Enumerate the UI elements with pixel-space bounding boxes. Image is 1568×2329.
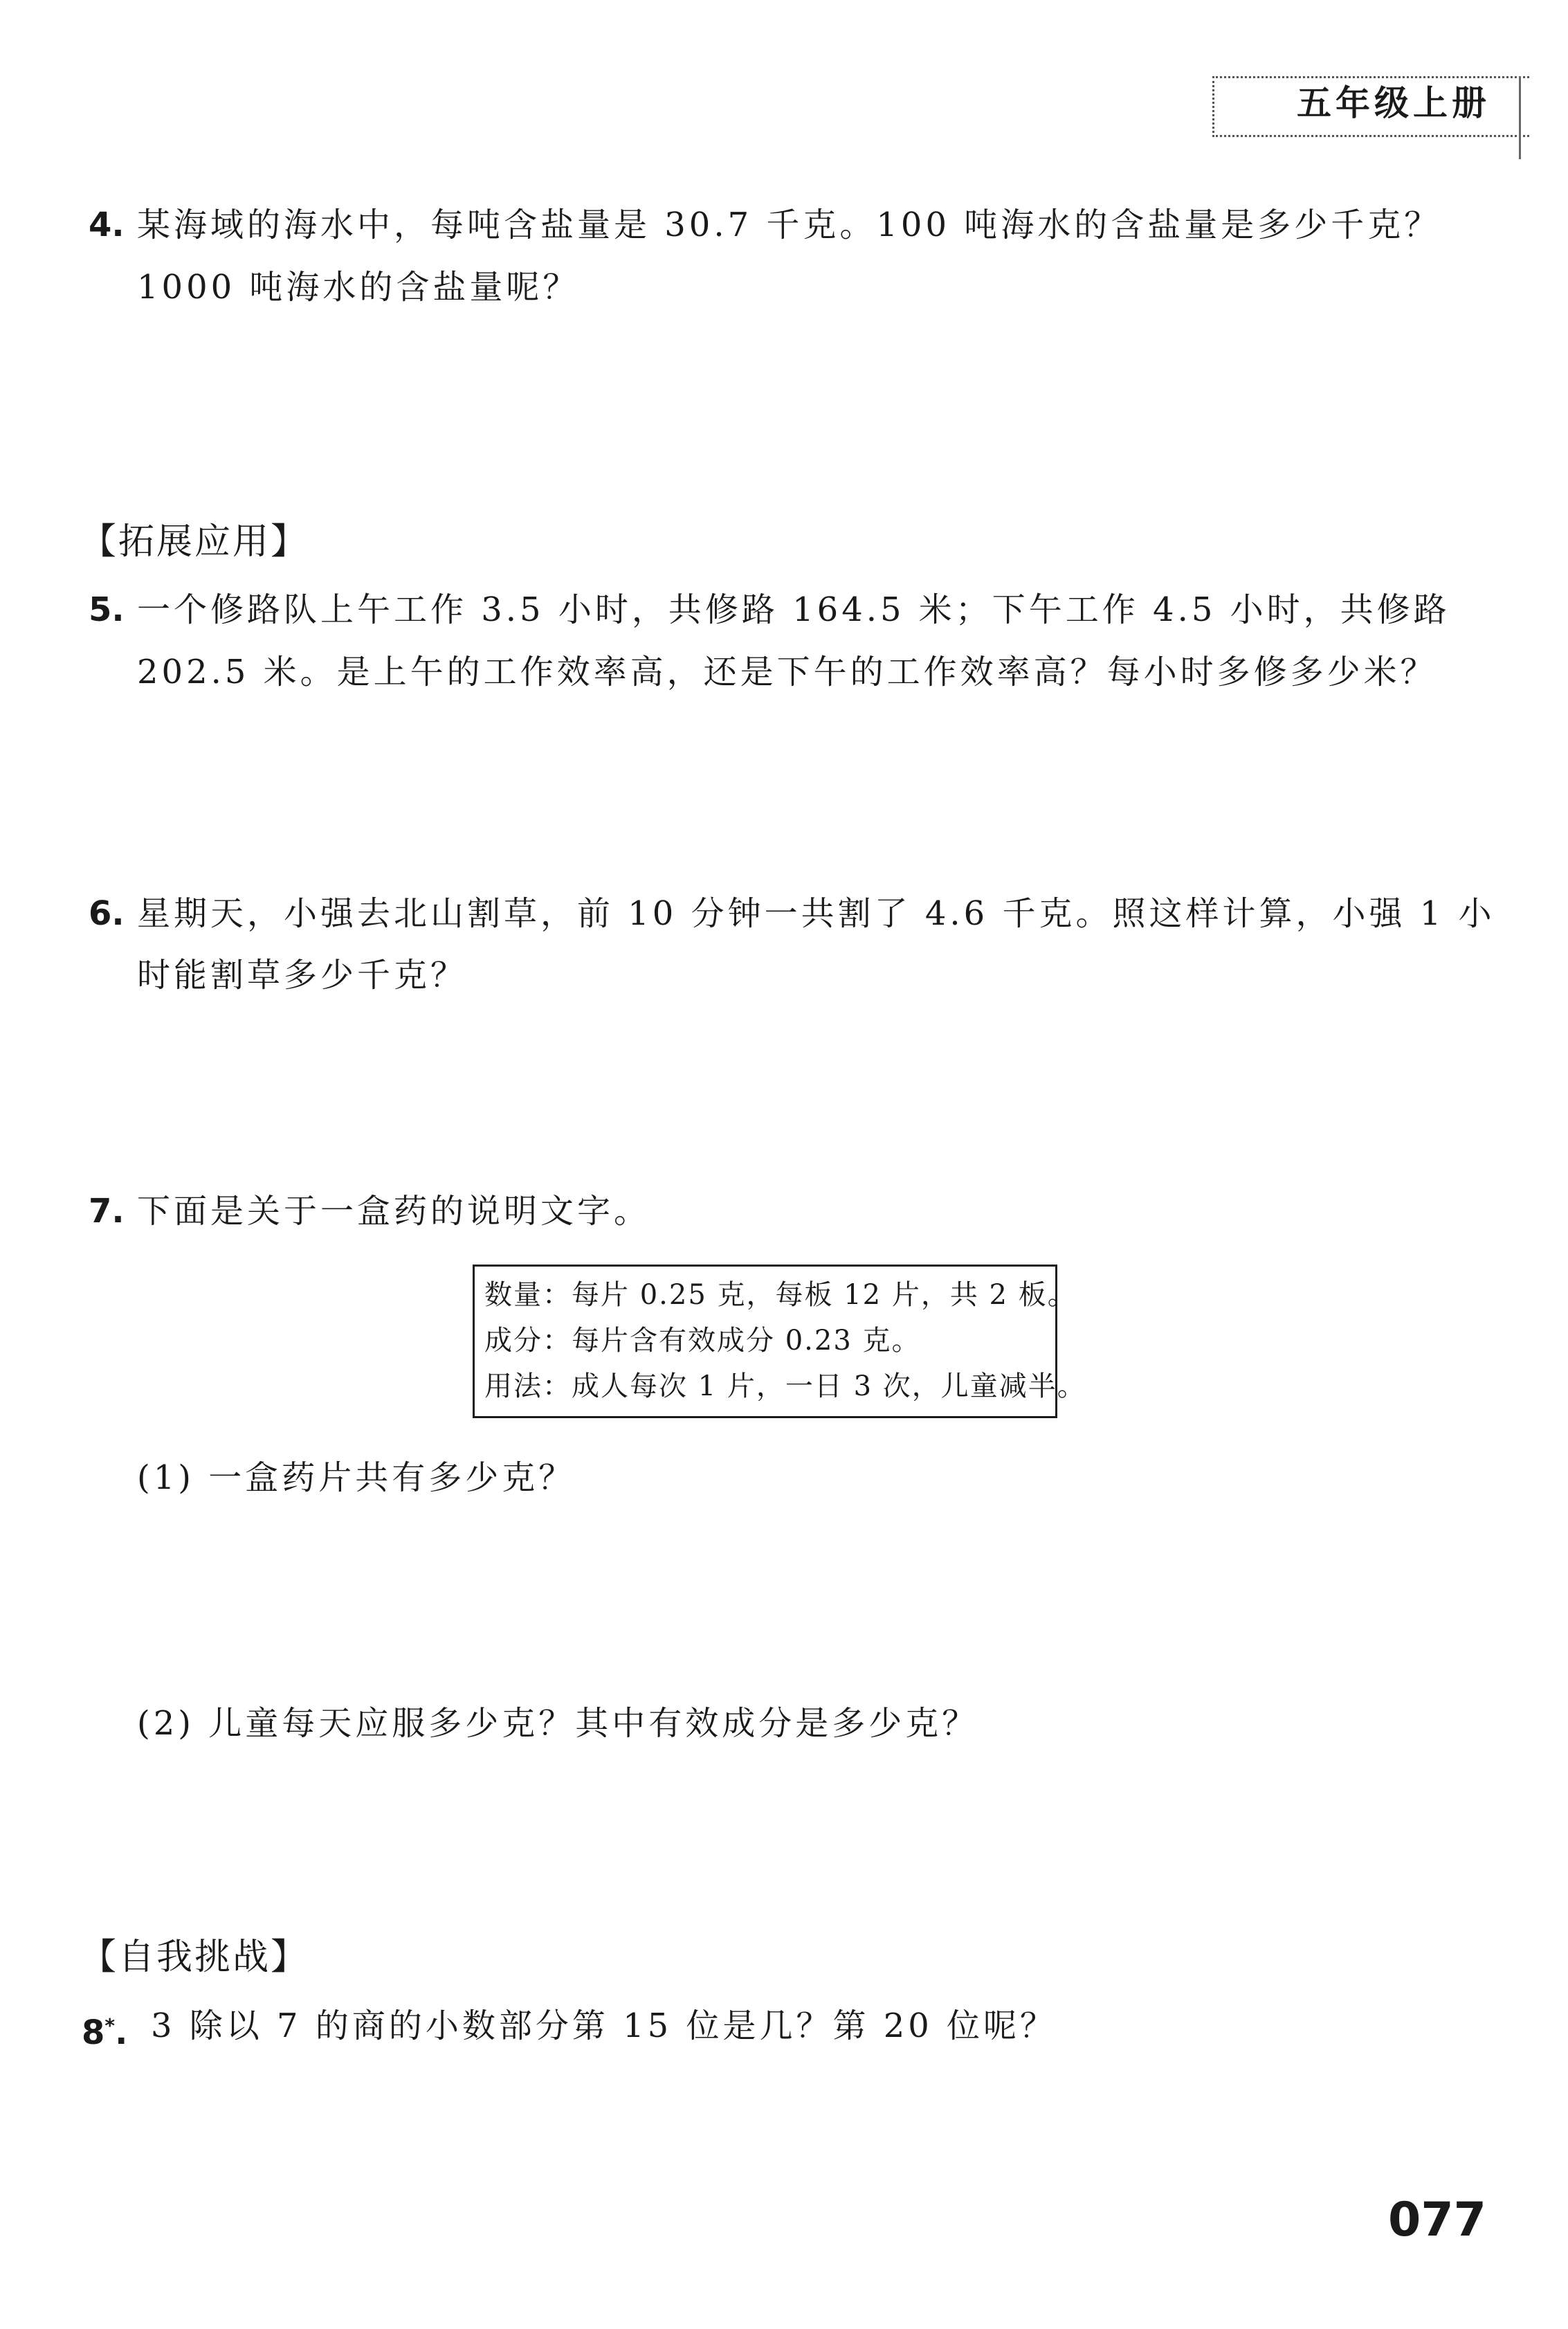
medicine-info-box: [473, 1265, 1086, 1418]
question-7-number: 7.: [89, 1192, 125, 1231]
question-4-line-2: 1000 吨海水的含盐量呢？: [137, 268, 580, 307]
question-6-line-1: 星期天，小强去北山割草，前 10 分钟一共割了 4.6 千克。照这样计算，小强 1 小: [137, 894, 1495, 933]
question-6-line-2: 时能割草多少千克？: [137, 956, 468, 995]
medicine-ingredient: 成分：每片含有效成分 0.23 克。: [484, 1325, 921, 1357]
grade-header: [1212, 76, 1529, 137]
question-7-sub-1: (1) 一盒药片共有多少克？: [137, 1458, 576, 1497]
question-7-line-1: 下面是关于一盒药的说明文字。: [137, 1192, 651, 1231]
question-7-sub-2: (2) 儿童每天应服多少克？其中有效成分是多少克？: [137, 1704, 979, 1743]
question-8-dot: .: [115, 2013, 128, 2052]
question-5-line-2: 202.5 米。是上午的工作效率高，还是下午的工作效率高？每小时多修多少米？: [137, 653, 1437, 691]
page-number: 077: [1388, 2193, 1486, 2247]
question-4-line-1: 某海域的海水中，每吨含盐量是 30.7 千克。100 吨海水的含盐量是多少千克？: [137, 206, 1441, 244]
section-title-expand: 【拓展应用】: [80, 521, 309, 563]
question-5-number: 5.: [89, 590, 125, 629]
question-4-number: 4.: [89, 206, 125, 244]
question-8-number: [82, 1995, 127, 2064]
medicine-quantity: 数量：每片 0.25 克，每板 12 片，共 2 板。: [484, 1279, 1077, 1311]
header-edge-mark: [1519, 76, 1531, 159]
grade-title: 五年级上册: [1282, 82, 1506, 124]
challenge-star-mark: *: [104, 2014, 116, 2037]
question-8-line-1: 3 除以 7 的商的小数部分第 15 位是几？第 20 位呢？: [151, 2006, 1057, 2045]
question-6-number: 6.: [89, 894, 125, 933]
question-5-line-1: 一个修路队上午工作 3.5 小时，共修路 164.5 米；下午工作 4.5 小时，共修路: [137, 590, 1450, 629]
medicine-usage: 用法：成人每次 1 片，一日 3 次，儿童减半。: [484, 1370, 1086, 1402]
section-title-challenge: 【自我挑战】: [80, 1937, 309, 1978]
question-8-num: 8: [82, 2013, 105, 2052]
